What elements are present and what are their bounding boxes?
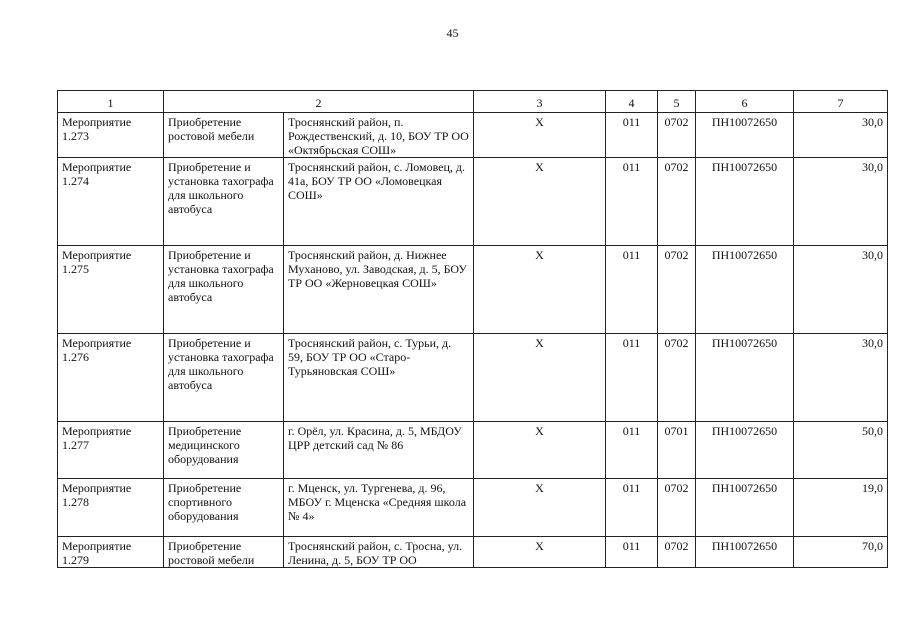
name-cell: Приобретение медицинского оборудования [164,422,284,479]
code-cell: 011 [606,479,658,537]
column-header: 4 [606,91,658,113]
mark-cell: Х [474,334,606,422]
mark-cell: Х [474,422,606,479]
column-header: 6 [696,91,794,113]
table-row [58,479,888,537]
section-cell: 0702 [658,537,696,568]
event-cell: Мероприятие 1.277 [58,422,164,479]
target-code-cell: ПН10072650 [696,479,794,537]
amount-cell: 30,0 [794,246,888,334]
table-row [58,334,888,422]
address-cell: г. Мценск, ул. Тургенева, д. 96, МБОУ г. Мценска «Средняя школа № 4» [284,479,474,537]
table-row [58,537,888,568]
amount-cell: 70,0 [794,537,888,568]
target-code-cell: ПН10072650 [696,334,794,422]
code-cell: 011 [606,422,658,479]
table-row [58,158,888,246]
section-cell: 0701 [658,422,696,479]
name-cell: Приобретение ростовой мебели [164,113,284,158]
section-cell: 0702 [658,246,696,334]
section-cell: 0702 [658,158,696,246]
address-cell: Троснянский район, д. Нижнее Муханово, ул. Заводская, д. 5, БОУ ТР ОО «Жерновецкая СОШ» [284,246,474,334]
name-cell: Приобретение и установка тахографа для школьного автобуса [164,334,284,422]
table-header-row [58,91,888,113]
name-cell: Приобретение и установка тахографа для школьного автобуса [164,158,284,246]
amount-cell: 50,0 [794,422,888,479]
column-header: 2 [164,91,474,113]
target-code-cell: ПН10072650 [696,113,794,158]
code-cell: 011 [606,246,658,334]
address-cell: Троснянский район, п. Рождественский, д. 10, БОУ ТР ОО «Октябрьская СОШ» [284,113,474,158]
address-cell: г. Орёл, ул. Красина, д. 5, МБДОУ ЦРР детский сад № 86 [284,422,474,479]
event-cell: Мероприятие 1.275 [58,246,164,334]
mark-cell: Х [474,479,606,537]
column-header: 5 [658,91,696,113]
section-cell: 0702 [658,334,696,422]
address-cell: Троснянский район, с. Турьи, д. 59, БОУ ТР ОО «Старо-Турьяновская СОШ» [284,334,474,422]
event-cell: Мероприятие 1.278 [58,479,164,537]
event-cell: Мероприятие 1.273 [58,113,164,158]
column-header: 7 [794,91,888,113]
table-row [58,113,888,158]
name-cell: Приобретение ростовой мебели [164,537,284,568]
code-cell: 011 [606,537,658,568]
target-code-cell: ПН10072650 [696,246,794,334]
mark-cell: Х [474,158,606,246]
code-cell: 011 [606,158,658,246]
amount-cell: 30,0 [794,113,888,158]
event-cell: Мероприятие 1.279 [58,537,164,568]
target-code-cell: ПН10072650 [696,158,794,246]
address-cell: Троснянский район, с. Тросна, ул. Ленина, д. 5, БОУ ТР ОО [284,537,474,568]
address-cell: Троснянский район, с. Ломовец, д. 41а, БОУ ТР ОО «Ломовецкая СОШ» [284,158,474,246]
name-cell: Приобретение спортивного оборудования [164,479,284,537]
page-number: 45 [446,26,459,40]
column-header: 3 [474,91,606,113]
target-code-cell: ПН10072650 [696,422,794,479]
amount-cell: 30,0 [794,158,888,246]
section-cell: 0702 [658,479,696,537]
code-cell: 011 [606,113,658,158]
event-cell: Мероприятие 1.276 [58,334,164,422]
mark-cell: Х [474,246,606,334]
name-cell: Приобретение и установка тахографа для школьного автобуса [164,246,284,334]
mark-cell: Х [474,113,606,158]
budget-table [57,90,888,568]
mark-cell: Х [474,537,606,568]
event-cell: Мероприятие 1.274 [58,158,164,246]
code-cell: 011 [606,334,658,422]
amount-cell: 30,0 [794,334,888,422]
section-cell: 0702 [658,113,696,158]
amount-cell: 19,0 [794,479,888,537]
column-header: 1 [58,91,164,113]
target-code-cell: ПН10072650 [696,537,794,568]
table-row [58,422,888,479]
table-row [58,246,888,334]
